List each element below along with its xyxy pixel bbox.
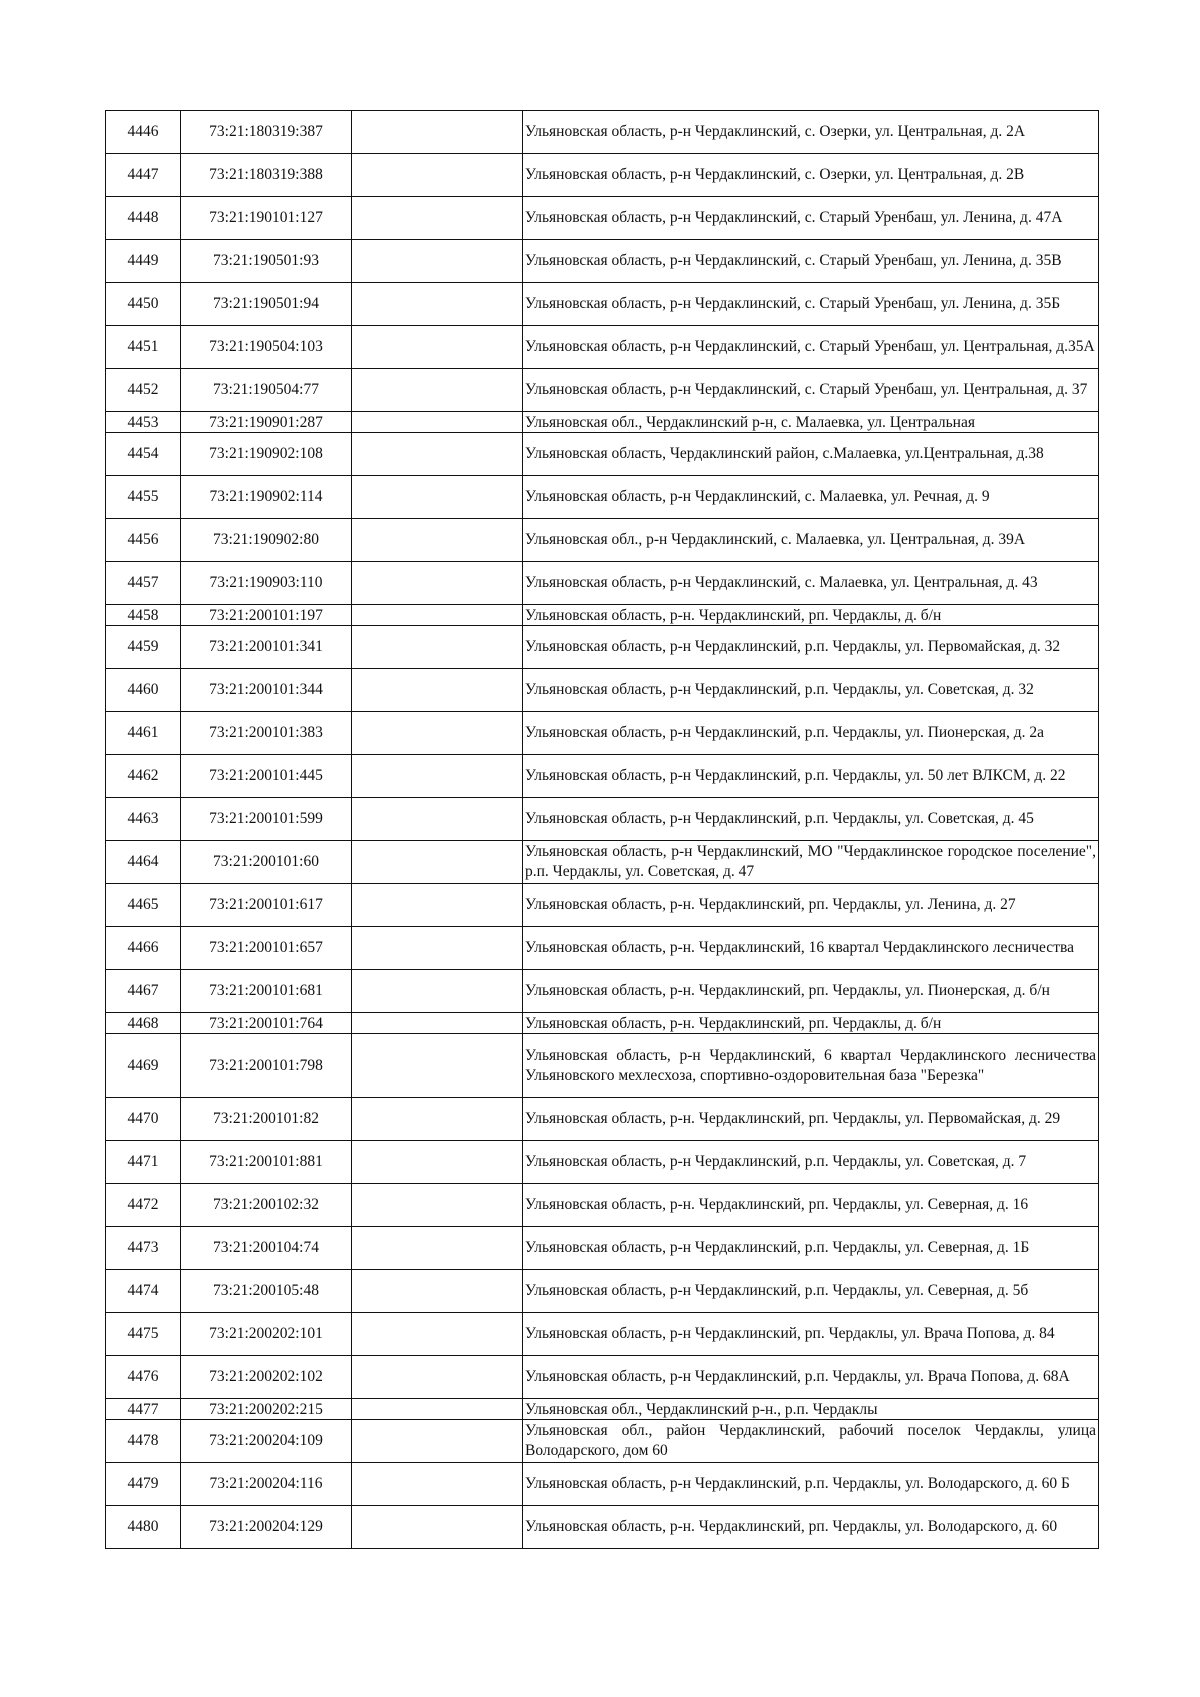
row-number: 4471 [106, 1141, 181, 1184]
cadastral-number: 73:21:180319:388 [181, 154, 352, 197]
row-number: 4469 [106, 1034, 181, 1098]
address: Ульяновская область, р-н Чердаклинский, с. Озерки, ул. Центральная, д. 2А [523, 111, 1099, 154]
table-row [106, 111, 1099, 154]
empty-cell [352, 154, 523, 197]
empty-cell [352, 519, 523, 562]
address: Ульяновская область, р-н. Чердаклинский, рп. Чердаклы, д. б/н [523, 605, 1099, 626]
address: Ульяновская область, р-н Чердаклинский, с. Старый Уренбаш, ул. Ленина, д. 35В [523, 240, 1099, 283]
parcel-table-body [106, 111, 1099, 1549]
cadastral-number: 73:21:190902:114 [181, 476, 352, 519]
row-number: 4477 [106, 1399, 181, 1420]
row-number: 4458 [106, 605, 181, 626]
empty-cell [352, 1227, 523, 1270]
address: Ульяновская область, р-н. Чердаклинский, 16 квартал Чердаклинского лесничества [523, 927, 1099, 970]
table-row [106, 927, 1099, 970]
cadastral-number: 73:21:200104:74 [181, 1227, 352, 1270]
row-number: 4476 [106, 1356, 181, 1399]
table-row [106, 1356, 1099, 1399]
empty-cell [352, 412, 523, 433]
address: Ульяновская область, р-н Чердаклинский, рп. Чердаклы, ул. Врача Попова, д. 84 [523, 1313, 1099, 1356]
table-row [106, 1184, 1099, 1227]
address: Ульяновская область, р-н Чердаклинский, р.п. Чердаклы, ул. Советская, д. 45 [523, 798, 1099, 841]
empty-cell [352, 476, 523, 519]
cadastral-number: 73:21:200101:657 [181, 927, 352, 970]
row-number: 4470 [106, 1098, 181, 1141]
cadastral-number: 73:21:200101:599 [181, 798, 352, 841]
cadastral-number: 73:21:200101:798 [181, 1034, 352, 1098]
address: Ульяновская область, р-н Чердаклинский, р.п. Чердаклы, ул. Первомайская, д. 32 [523, 626, 1099, 669]
cadastral-number: 73:21:200101:197 [181, 605, 352, 626]
cadastral-number: 73:21:190501:93 [181, 240, 352, 283]
row-number: 4453 [106, 412, 181, 433]
cadastral-number: 73:21:200101:383 [181, 712, 352, 755]
cadastral-number: 73:21:200101:617 [181, 884, 352, 927]
table-row [106, 240, 1099, 283]
cadastral-number: 73:21:200101:344 [181, 669, 352, 712]
table-row [106, 841, 1099, 884]
empty-cell [352, 669, 523, 712]
cadastral-number: 73:21:200102:32 [181, 1184, 352, 1227]
row-number: 4448 [106, 197, 181, 240]
cadastral-number: 73:21:200202:101 [181, 1313, 352, 1356]
cadastral-number: 73:21:190504:77 [181, 369, 352, 412]
row-number: 4454 [106, 433, 181, 476]
cadastral-number: 73:21:190501:94 [181, 283, 352, 326]
empty-cell [352, 1184, 523, 1227]
empty-cell [352, 562, 523, 605]
parcel-table [105, 110, 1099, 1549]
table-row [106, 562, 1099, 605]
row-number: 4467 [106, 970, 181, 1013]
empty-cell [352, 326, 523, 369]
cadastral-number: 73:21:200204:116 [181, 1463, 352, 1506]
address: Ульяновская область, р-н Чердаклинский, МО "Чердаклинское городское поселение", р.п. Чердаклы, ул. Советская, д. 47 [523, 841, 1099, 884]
table-row [106, 755, 1099, 798]
row-number: 4450 [106, 283, 181, 326]
address: Ульяновская область, Чердаклинский район, с.Малаевка, ул.Центральная, д.38 [523, 433, 1099, 476]
row-number: 4463 [106, 798, 181, 841]
cadastral-number: 73:21:200101:341 [181, 626, 352, 669]
row-number: 4449 [106, 240, 181, 283]
empty-cell [352, 197, 523, 240]
cadastral-number: 73:21:200101:60 [181, 841, 352, 884]
cadastral-number: 73:21:190101:127 [181, 197, 352, 240]
table-row [106, 476, 1099, 519]
table-row [106, 884, 1099, 927]
empty-cell [352, 970, 523, 1013]
cadastral-number: 73:21:200204:129 [181, 1506, 352, 1549]
empty-cell [352, 1399, 523, 1420]
table-row [106, 1098, 1099, 1141]
cadastral-number: 73:21:180319:387 [181, 111, 352, 154]
empty-cell [352, 927, 523, 970]
empty-cell [352, 626, 523, 669]
table-row [106, 1463, 1099, 1506]
cadastral-number: 73:21:200101:881 [181, 1141, 352, 1184]
row-number: 4447 [106, 154, 181, 197]
table-row [106, 1270, 1099, 1313]
table-row [106, 1420, 1099, 1463]
cadastral-number: 73:21:200101:445 [181, 755, 352, 798]
row-number: 4479 [106, 1463, 181, 1506]
empty-cell [352, 884, 523, 927]
table-row [106, 712, 1099, 755]
table-row [106, 154, 1099, 197]
empty-cell [352, 1270, 523, 1313]
row-number: 4455 [106, 476, 181, 519]
address: Ульяновская область, р-н. Чердаклинский, рп. Чердаклы, ул. Первомайская, д. 29 [523, 1098, 1099, 1141]
row-number: 4456 [106, 519, 181, 562]
cadastral-number: 73:21:200101:764 [181, 1013, 352, 1034]
address: Ульяновская обл., Чердаклинский р-н, с. Малаевка, ул. Центральная [523, 412, 1099, 433]
row-number: 4468 [106, 1013, 181, 1034]
address: Ульяновская область, р-н Чердаклинский, р.п. Чердаклы, ул. Северная, д. 1Б [523, 1227, 1099, 1270]
table-row [106, 1506, 1099, 1549]
empty-cell [352, 1013, 523, 1034]
row-number: 4480 [106, 1506, 181, 1549]
empty-cell [352, 755, 523, 798]
address: Ульяновская область, р-н Чердаклинский, р.п. Чердаклы, ул. Врача Попова, д. 68А [523, 1356, 1099, 1399]
cadastral-number: 73:21:200202:215 [181, 1399, 352, 1420]
table-row [106, 519, 1099, 562]
table-row [106, 433, 1099, 476]
cadastral-number: 73:21:200204:109 [181, 1420, 352, 1463]
table-row [106, 1399, 1099, 1420]
table-row [106, 369, 1099, 412]
address: Ульяновская область, р-н Чердаклинский, 6 квартал Чердаклинского лесничества Ульяновского мехлесхоза, спортивно-оздоровительная база "Березка" [523, 1034, 1099, 1098]
table-row [106, 970, 1099, 1013]
empty-cell [352, 1356, 523, 1399]
empty-cell [352, 841, 523, 884]
address: Ульяновская область, р-н Чердаклинский, р.п. Чердаклы, ул. Советская, д. 7 [523, 1141, 1099, 1184]
empty-cell [352, 1463, 523, 1506]
address: Ульяновская область, р-н Чердаклинский, с. Старый Уренбаш, ул. Центральная, д. 37 [523, 369, 1099, 412]
cadastral-number: 73:21:200202:102 [181, 1356, 352, 1399]
row-number: 4462 [106, 755, 181, 798]
empty-cell [352, 240, 523, 283]
table-row [106, 1313, 1099, 1356]
row-number: 4451 [106, 326, 181, 369]
document-page [105, 110, 1099, 1549]
row-number: 4475 [106, 1313, 181, 1356]
address: Ульяновская обл., р-н Чердаклинский, с. Малаевка, ул. Центральная, д. 39А [523, 519, 1099, 562]
cadastral-number: 73:21:200101:681 [181, 970, 352, 1013]
row-number: 4472 [106, 1184, 181, 1227]
cadastral-number: 73:21:190902:80 [181, 519, 352, 562]
address: Ульяновская область, р-н Чердаклинский, с. Старый Уренбаш, ул. Ленина, д. 35Б [523, 283, 1099, 326]
empty-cell [352, 111, 523, 154]
table-row [106, 1013, 1099, 1034]
empty-cell [352, 605, 523, 626]
table-row [106, 326, 1099, 369]
address: Ульяновская обл., Чердаклинский р-н., р.п. Чердаклы [523, 1399, 1099, 1420]
empty-cell [352, 1141, 523, 1184]
table-row [106, 1034, 1099, 1098]
empty-cell [352, 369, 523, 412]
address: Ульяновская область, р-н. Чердаклинский, рп. Чердаклы, ул. Северная, д. 16 [523, 1184, 1099, 1227]
row-number: 4461 [106, 712, 181, 755]
address: Ульяновская область, р-н Чердаклинский, с. Малаевка, ул. Речная, д. 9 [523, 476, 1099, 519]
table-row [106, 1141, 1099, 1184]
table-row [106, 626, 1099, 669]
empty-cell [352, 712, 523, 755]
address: Ульяновская область, р-н Чердаклинский, с. Старый Уренбаш, ул. Ленина, д. 47А [523, 197, 1099, 240]
table-row [106, 605, 1099, 626]
address: Ульяновская область, р-н Чердаклинский, р.п. Чердаклы, ул. Советская, д. 32 [523, 669, 1099, 712]
row-number: 4473 [106, 1227, 181, 1270]
row-number: 4474 [106, 1270, 181, 1313]
address: Ульяновская область, р-н Чердаклинский, р.п. Чердаклы, ул. Северная, д. 5б [523, 1270, 1099, 1313]
address: Ульяновская область, р-н Чердаклинский, р.п. Чердаклы, ул. 50 лет ВЛКСМ, д. 22 [523, 755, 1099, 798]
address: Ульяновская область, р-н. Чердаклинский, рп. Чердаклы, ул. Ленина, д. 27 [523, 884, 1099, 927]
address: Ульяновская область, р-н. Чердаклинский, рп. Чердаклы, ул. Володарского, д. 60 [523, 1506, 1099, 1549]
address: Ульяновская область, р-н Чердаклинский, р.п. Чердаклы, ул. Володарского, д. 60 Б [523, 1463, 1099, 1506]
row-number: 4446 [106, 111, 181, 154]
table-row [106, 798, 1099, 841]
address: Ульяновская обл., район Чердаклинский, рабочий поселок Чердаклы, улица Володарского, дом 60 [523, 1420, 1099, 1463]
address: Ульяновская область, р-н Чердаклинский, с. Озерки, ул. Центральная, д. 2В [523, 154, 1099, 197]
table-row [106, 669, 1099, 712]
table-row [106, 197, 1099, 240]
row-number: 4457 [106, 562, 181, 605]
empty-cell [352, 283, 523, 326]
address: Ульяновская область, р-н. Чердаклинский, рп. Чердаклы, д. б/н [523, 1013, 1099, 1034]
address: Ульяновская область, р-н Чердаклинский, с. Старый Уренбаш, ул. Центральная, д.35А [523, 326, 1099, 369]
address: Ульяновская область, р-н Чердаклинский, р.п. Чердаклы, ул. Пионерская, д. 2а [523, 712, 1099, 755]
empty-cell [352, 1034, 523, 1098]
cadastral-number: 73:21:200105:48 [181, 1270, 352, 1313]
empty-cell [352, 433, 523, 476]
cadastral-number: 73:21:200101:82 [181, 1098, 352, 1141]
row-number: 4459 [106, 626, 181, 669]
address: Ульяновская область, р-н Чердаклинский, с. Малаевка, ул. Центральная, д. 43 [523, 562, 1099, 605]
address: Ульяновская область, р-н. Чердаклинский, рп. Чердаклы, ул. Пионерская, д. б/н [523, 970, 1099, 1013]
cadastral-number: 73:21:190903:110 [181, 562, 352, 605]
row-number: 4460 [106, 669, 181, 712]
empty-cell [352, 1420, 523, 1463]
cadastral-number: 73:21:190901:287 [181, 412, 352, 433]
row-number: 4464 [106, 841, 181, 884]
table-row [106, 1227, 1099, 1270]
table-row [106, 412, 1099, 433]
cadastral-number: 73:21:190504:103 [181, 326, 352, 369]
row-number: 4465 [106, 884, 181, 927]
cadastral-number: 73:21:190902:108 [181, 433, 352, 476]
table-row [106, 283, 1099, 326]
row-number: 4452 [106, 369, 181, 412]
empty-cell [352, 1098, 523, 1141]
row-number: 4478 [106, 1420, 181, 1463]
row-number: 4466 [106, 927, 181, 970]
empty-cell [352, 1506, 523, 1549]
empty-cell [352, 1313, 523, 1356]
empty-cell [352, 798, 523, 841]
